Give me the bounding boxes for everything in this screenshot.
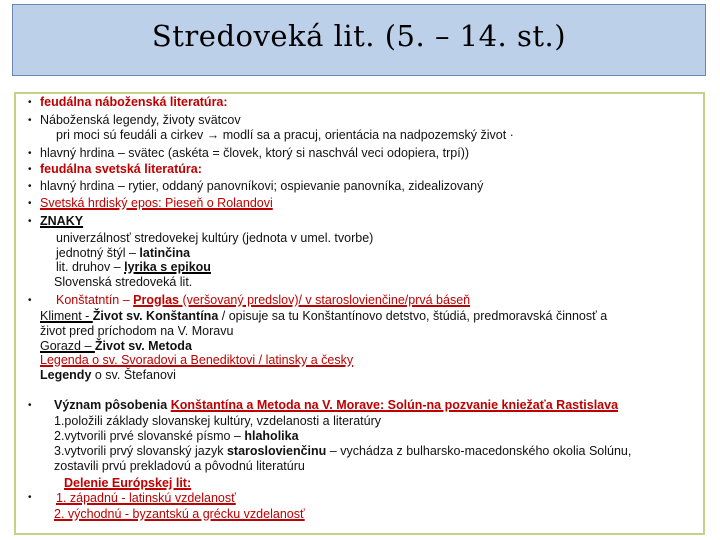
heading-features: ZNAKY bbox=[40, 214, 84, 228]
text-line: jednotný štýl – latinčina bbox=[56, 246, 191, 260]
bullet: • bbox=[28, 181, 32, 192]
slide-title: Stredoveká lit. (5. – 14. st.) bbox=[151, 19, 567, 53]
text-line: hlavný hrdina – rytier, oddaný panovníkovi; ospievanie panovníka, zidealizovaný bbox=[40, 179, 484, 193]
text-line: Legenda o sv. Svoradovi a Benediktovi / latinsky a česky bbox=[40, 353, 354, 367]
bullet: • bbox=[28, 148, 32, 159]
text-line: lit. druhov – lyrika s epikou bbox=[56, 260, 211, 274]
text-line: univerzálnosť stredovekej kultúry (jednota v umel. tvorbe) bbox=[56, 231, 374, 245]
bullet: • bbox=[28, 198, 32, 209]
heading-religious-lit: feudálna náboženská literatúra: bbox=[40, 95, 228, 109]
text-line: život pred príchodom na V. Moravu bbox=[40, 324, 234, 338]
bullet: • bbox=[28, 492, 32, 503]
bullet: • bbox=[28, 97, 32, 108]
text-line: zostavili prvú prekladovú a pôvodnú literatúru bbox=[54, 459, 305, 473]
text-line: 1. západnú - latinskú vzdelanosť bbox=[56, 491, 236, 505]
text-line: 2. východnú - byzantskú a grécku vzdelanosť bbox=[54, 507, 305, 521]
text-line: 2.vytvorili prvé slovanské písmo – hlaholika bbox=[54, 429, 299, 443]
bullet: • bbox=[28, 115, 32, 126]
heading-europe: Delenie Európskej lit: bbox=[64, 476, 192, 490]
text-line: hlavný hrdina – svätec (askéta = človek, ktorý si naschvál veci odopiera, trpí)) bbox=[40, 146, 470, 160]
text-line: Slovenská stredoveká lit. bbox=[54, 275, 193, 289]
text-line: Význam pôsobenia Konštantína a Metoda na V. Morave: Solún-na pozvanie kniežaťa Rastislava bbox=[54, 398, 619, 412]
text-line: pri moci sú feudáli a cirkev → modlí sa a pracuj, orientácia na nadpozemský život · bbox=[56, 128, 514, 142]
text-line: Náboženská legendy, životy svätcov bbox=[40, 113, 241, 127]
bullet: • bbox=[28, 400, 32, 411]
bullet: • bbox=[28, 164, 32, 175]
title-bar bbox=[12, 4, 706, 76]
text-line: 1.položili základy slovanskej kultúry, vzdelanosti a literatúry bbox=[54, 414, 382, 428]
heading-secular-lit: feudálna svetská literatúra: bbox=[40, 162, 202, 176]
text-line: Konštatntín – Proglas (veršovaný predslov)/ v staroslovienčine/prvá báseň bbox=[56, 293, 471, 307]
text-line: Legendy o sv. Štefanovi bbox=[40, 368, 176, 382]
bullet: • bbox=[28, 216, 32, 227]
text-line: Gorazd – Život sv. Metoda bbox=[40, 339, 192, 353]
text-line: Kliment - Život sv. Konštantína / opisuje sa tu Konštantínovo detstvo, štúdiá, predmoravská činnosť a bbox=[40, 309, 608, 323]
epic-line: Svetská hrdiský epos: Pieseň o Rolandovi bbox=[40, 196, 273, 210]
bullet: • bbox=[28, 295, 32, 306]
text-line: 3.vytvorili prvý slovanský jazyk staroslovienčinu – vychádza z bulharsko-macedonského okolia Solúnu, bbox=[54, 444, 632, 458]
